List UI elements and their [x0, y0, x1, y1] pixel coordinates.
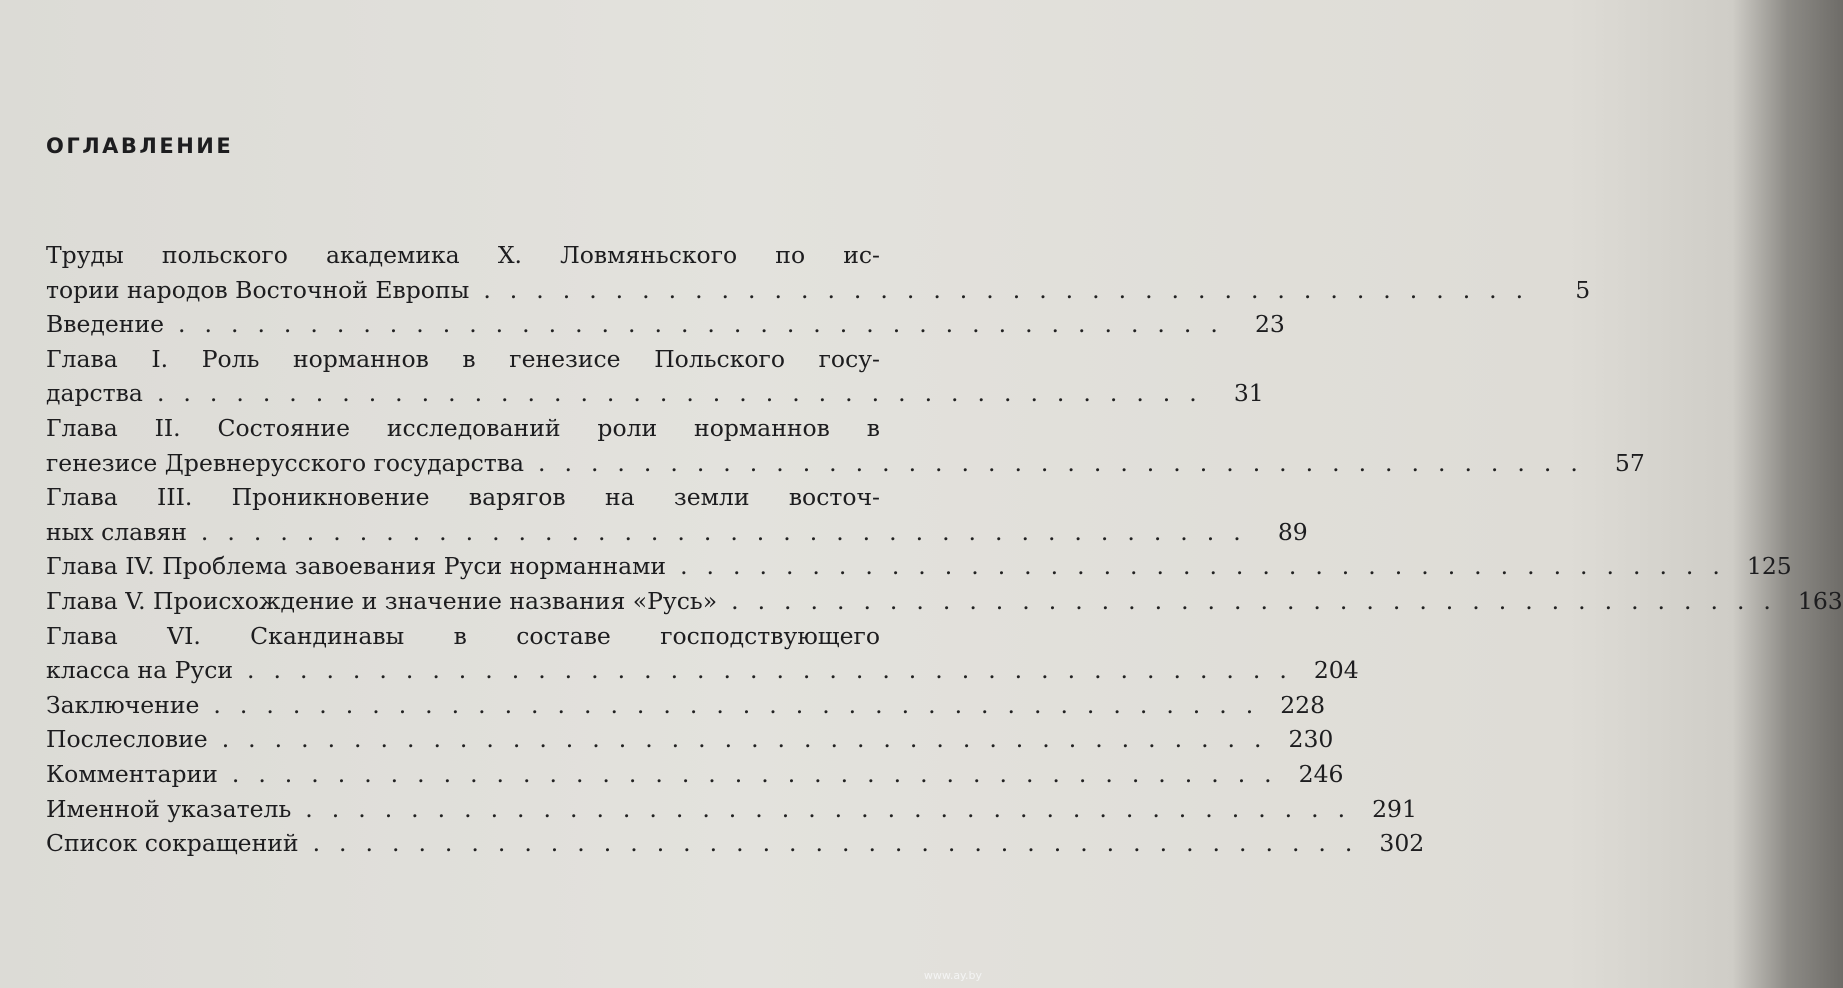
dot-leader: ........................................ — [221, 725, 1281, 754]
toc-entry — [46, 757, 1344, 792]
toc-entry-line: Глава I. Роль норманнов в генезисе Польского госу- — [46, 344, 880, 373]
site-watermark: www.ay.by — [923, 969, 982, 982]
dot-leader: ........................................ — [483, 275, 1543, 304]
dot-leader: ........................................ — [200, 517, 1260, 546]
dot-leader: ........................................ — [680, 552, 1739, 581]
toc-entry — [46, 342, 1264, 411]
toc-entry — [46, 722, 1334, 757]
toc-entry — [46, 480, 1308, 549]
toc-entry-title: Заключение — [46, 690, 200, 719]
toc-entry-line: Глава VI. Скандинавы в составе господствующего — [46, 621, 880, 650]
toc-entry-title: ных славян — [46, 517, 187, 546]
toc-entry-line: Глава III. Проникновение варягов на земли восточ- — [46, 483, 880, 512]
toc-entry-title: Послесловие — [46, 725, 208, 754]
toc-entry — [46, 826, 1425, 861]
dot-leader: ........................................ — [156, 379, 1216, 408]
toc-entry-line: Труды польского академика Х. Ловмяньского по ис- — [46, 241, 880, 269]
toc-page-number: 228 — [1280, 690, 1326, 719]
toc-page-number: 57 — [1614, 448, 1645, 477]
dot-leader: ........................................ — [538, 448, 1597, 477]
toc-page-number: 246 — [1298, 759, 1344, 788]
toc-page-number: 89 — [1277, 517, 1308, 546]
toc-entry-title: Список сокращений — [46, 829, 299, 858]
dot-leader: ........................................ — [247, 656, 1306, 685]
table-of-contents — [46, 238, 1843, 861]
toc-entry-title: Глава IV. Проблема завоевания Руси норманнами — [46, 552, 667, 581]
dot-leader: ........................................ — [731, 586, 1790, 615]
toc-entry — [46, 688, 1326, 723]
toc-entry-title: Глава V. Происхождение и значение названия «Русь» — [46, 586, 718, 615]
toc-entry — [46, 411, 1645, 480]
toc-page-number: 31 — [1233, 379, 1264, 408]
toc-entry-title: тории народов Восточной Европы — [46, 275, 470, 304]
toc-entry — [46, 792, 1417, 827]
toc-entry — [46, 584, 1843, 619]
toc-entry — [46, 549, 1792, 584]
toc-page-number: 204 — [1313, 656, 1359, 685]
dot-leader: ........................................ — [312, 829, 1372, 858]
dot-leader: ........................................ — [213, 690, 1273, 719]
toc-page-number: 230 — [1288, 725, 1334, 754]
toc-entry-title: Комментарии — [46, 759, 218, 788]
toc-entry-title: Именной указатель — [46, 794, 292, 823]
toc-page-number: 5 — [1575, 275, 1591, 304]
toc-entry-title: генезисе Древнерусского государства — [46, 448, 524, 477]
toc-entry-title: Введение — [46, 310, 165, 339]
toc-entry — [46, 619, 1359, 688]
toc-entry-line: Глава II. Состояние исследований роли норманнов в — [46, 413, 880, 442]
toc-entry-title: дарства — [46, 379, 143, 408]
toc-entry — [46, 238, 1591, 307]
toc-entry-title: класса на Руси — [46, 656, 234, 685]
dot-leader: ........................................ — [231, 759, 1291, 788]
toc-page-number: 302 — [1379, 829, 1425, 858]
toc-page-number: 23 — [1254, 310, 1285, 339]
toc-entry — [46, 307, 1285, 342]
toc-page-number: 125 — [1746, 552, 1792, 581]
toc-page-number: 163 — [1797, 586, 1843, 615]
dot-leader: ........................................ — [305, 794, 1365, 823]
page-title: ОГЛАВЛЕНИЕ — [46, 134, 234, 158]
toc-page-number: 291 — [1372, 794, 1417, 823]
dot-leader: ........................................ — [178, 310, 1237, 339]
